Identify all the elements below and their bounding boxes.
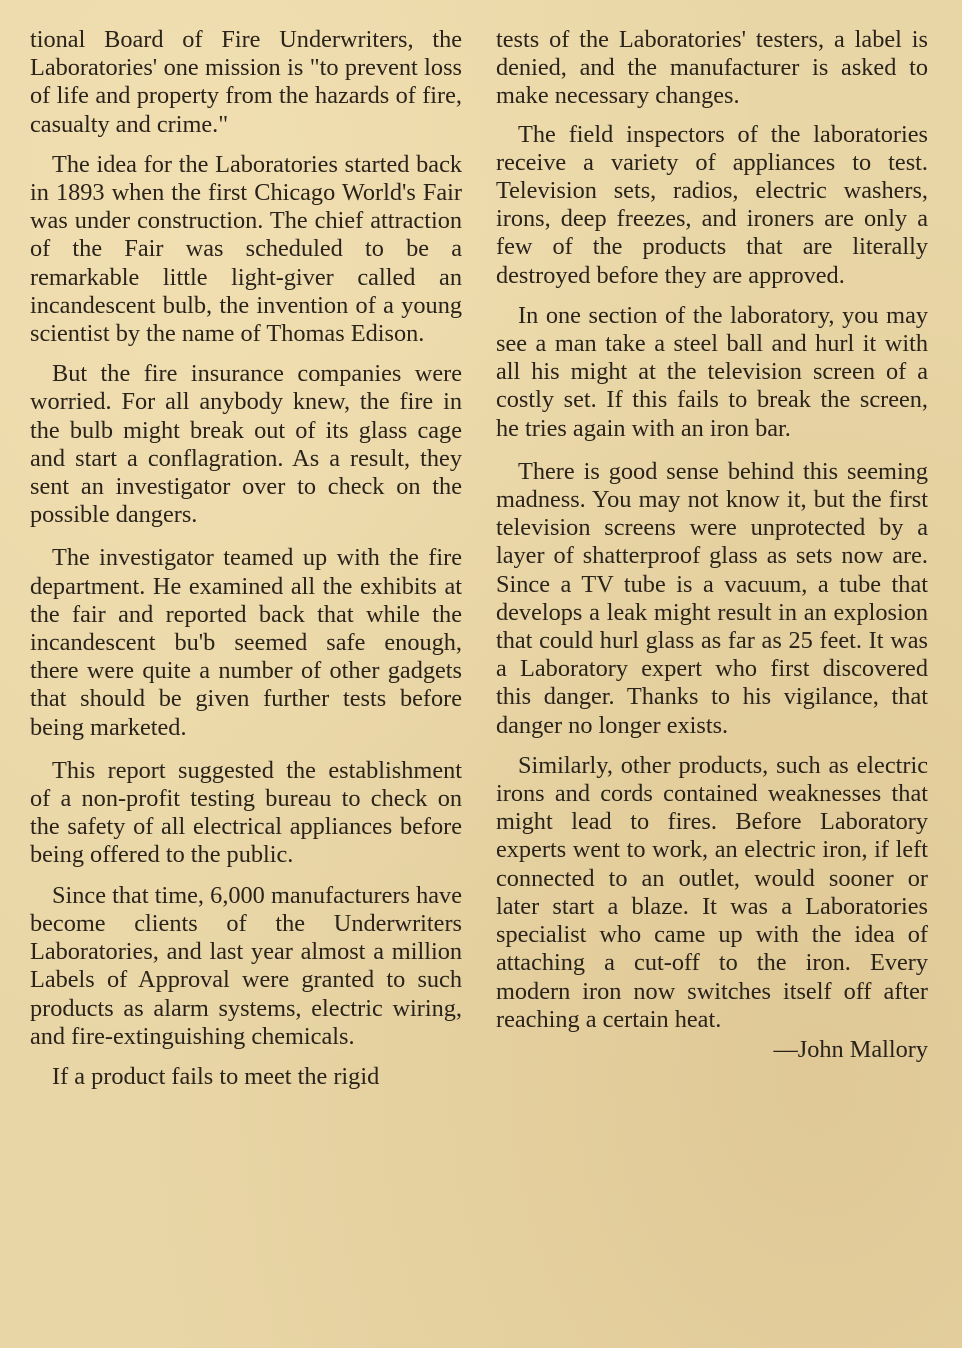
paragraph-television-danger: There is good sense behind this seeming madness. You may not know it, but the first television screens were unprotected by a layer of shatterproof glass as sets now are. Since a TV tube is a vacuum, a tube that develops a leak might result in an explosion that could hurl glass as far as 25 feet. It was a Laboratory expert who first discovered this danger. Thanks to his vigilance, that danger no longer exists. [496, 457, 928, 739]
right-text-column [496, 26, 928, 1064]
paragraph-electric-irons: Similarly, other products, such as electric irons and cords contained weaknesses that might lead to fires. Before Laboratory experts went to work, an electric iron, if left connected to an outlet, would sooner or later start a blaze. It was a Laboratories specialist who came up with the idea of attaching a cut-off to the iron. Every modern iron now switches itself off after reaching a certain heat. [496, 751, 928, 1033]
paragraph-rigid-tests-start: If a product fails to meet the rigid [52, 1062, 380, 1090]
paragraph-clients-labels: Since that time, 6,000 manufacturers have become clients of the Underwriters Laboratories, and last year almost a million Labels of Approval were granted to such products as alarm systems, electric wiring, and fire-extinguishing chemicals. [30, 881, 462, 1050]
paragraph-worlds-fair-origin: The idea for the Laboratories started back in 1893 when the first Chicago World's Fair was under construction. The chief attraction of the Fair was scheduled to be a remarkable little light-giver called an incandescent bulb, the invention of a young scientist by the name of Thomas Edison. [30, 150, 462, 348]
left-text-column [30, 26, 462, 1091]
paragraph-investigator-report: The investigator teamed up with the fire department. He examined all the exhibits at the fair and reported back that while the incandescent bu'b seemed safe enough, there were quite a number of other gadgets that should be given further tests before being marketed. [30, 544, 462, 741]
paragraph-fire-underwriters-mission: tional Board of Fire Underwriters, the Laboratories' one mission is "to prevent loss of life and property from the hazards of fire, casualty and crime." [30, 26, 462, 138]
author-byline: —John Mallory [773, 1035, 928, 1063]
paragraph-field-inspectors: The field inspectors of the laboratories receive a variety of appliances to test. Television sets, radios, electric washers, irons, deep freezes, and ironers are only a few of the products that are literally destroyed before they are approved. [496, 120, 928, 289]
paragraph-testing-bureau: This report suggested the establishment of a non-profit testing bureau to check on the safety of all electrical appliances before being offered to the public. [30, 756, 462, 869]
paragraph-label-denied: tests of the Laboratories' testers, a label is denied, and the manufacturer is asked to make necessary changes. [496, 26, 928, 110]
paragraph-steel-ball-test: In one section of the laboratory, you may see a man take a steel ball and hurl it with all his might at the television screen of a costly set. If this fails to break the screen, he tries again with an iron bar. [496, 301, 928, 442]
paragraph-insurance-worries: But the fire insurance companies were worried. For all anybody knew, the fire in the bulb might break out of its glass cage and start a conflagration. As a result, they sent an investigator over to check on the possible dangers. [30, 360, 462, 529]
